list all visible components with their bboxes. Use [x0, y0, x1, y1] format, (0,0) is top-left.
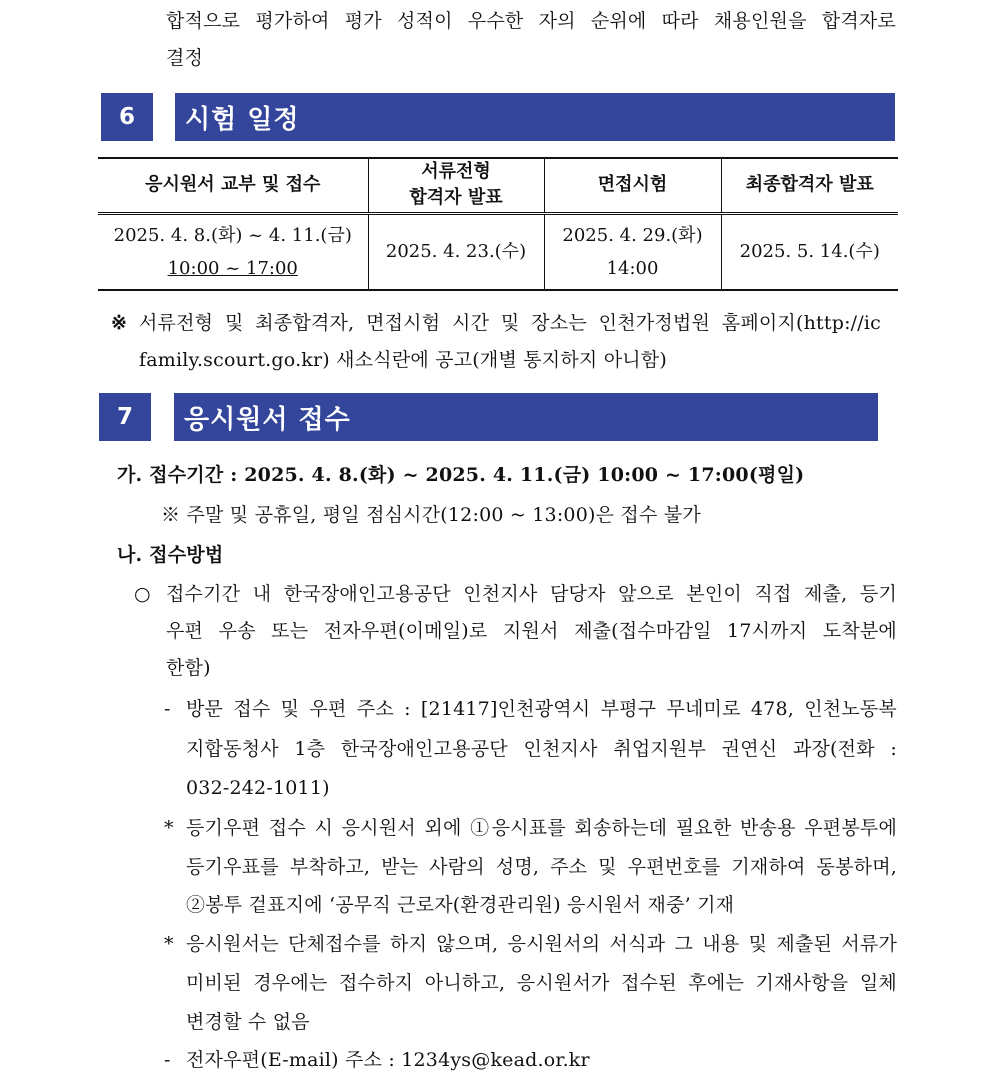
table-row: [98, 213, 898, 290]
email-line: 전자우편(E-mail) 주소 : 1234ys@kead.or.kr: [186, 1049, 590, 1071]
dash-mark: -: [164, 1049, 171, 1071]
star-mark: *: [164, 933, 174, 955]
mail-note-line: 등기우표를 부착하고, 받는 사람의 성명, 주소 및 우편번호를 기재하여 동봉하며,: [186, 856, 897, 878]
bullet-mark: ○: [134, 583, 151, 605]
intro-line: 합적으로 평가하여 평가 성적이 우수한 자의 순위에 따라 채용인원을 합격자로: [166, 10, 896, 32]
table-header-cell: 최종합격자 발표: [721, 158, 898, 213]
table-cell: 2025. 5. 14.(수): [721, 213, 898, 290]
table-cell: 2025. 4. 23.(수): [368, 213, 544, 290]
batch-note-line: 응시원서는 단체접수를 하지 않으며, 응시원서의 서식과 그 내용 및 제출된 서류가: [186, 933, 897, 955]
schedule-table: [98, 157, 898, 291]
table-cell: 2025. 4. 8.(화) ~ 4. 11.(금) 10:00 ~ 17:00: [98, 213, 368, 290]
section-title: 응시원서 접수: [174, 393, 878, 441]
batch-note-line: 미비된 경우에는 접수하지 아니하고, 응시원서가 접수된 후에는 기재사항을 일체: [186, 972, 897, 994]
table-header-row: [98, 158, 898, 213]
mail-note-line: 등기우편 접수 시 응시원서 외에 ①응시표를 회송하는데 필요한 반송용 우편봉투에: [186, 817, 897, 839]
note-line: family.scourt.go.kr) 새소식란에 공고(개별 통지하지 아니함): [139, 349, 667, 371]
section-number: 7: [99, 393, 151, 441]
bullet-line: 한함): [166, 657, 211, 679]
batch-note-line: 변경할 수 없음: [186, 1011, 310, 1033]
address-line: 032-242-1011): [186, 777, 330, 799]
period-heading: 가. 접수기간 : 2025. 4. 8.(화) ~ 2025. 4. 11.(금) 10:00 ~ 17:00(평일): [117, 464, 805, 486]
table-header-cell: 응시원서 교부 및 접수: [98, 158, 368, 213]
dash-mark: -: [164, 698, 171, 720]
bullet-line: 접수기간 내 한국장애인고용공단 인천지사 담당자 앞으로 본인이 직접 제출, 등기: [166, 583, 897, 605]
table-header-cell: 서류전형 합격자 발표: [368, 158, 544, 213]
table-cell: 2025. 4. 29.(화) 14:00: [544, 213, 721, 290]
mail-note-line: ②봉투 겉표지에 ‘공무직 근로자(환경관리원) 응시원서 재중’ 기재: [186, 894, 735, 916]
section-number: 6: [101, 93, 153, 141]
star-mark: *: [164, 817, 174, 839]
table-header-cell: 면접시험: [544, 158, 721, 213]
intro-line: 결정: [166, 47, 204, 69]
period-note: ※ 주말 및 공휴일, 평일 점심시간(12:00 ~ 13:00)은 접수 불가: [161, 504, 701, 526]
section-title: 시험 일정: [175, 93, 895, 141]
note-line: 서류전형 및 최종합격자, 면접시험 시간 및 장소는 인천가정법원 홈페이지(http://ic: [139, 312, 881, 334]
address-line: 지합동청사 1층 한국장애인고용공단 인천지사 취업지원부 권연신 과장(전화 :: [186, 738, 897, 760]
note-mark: ※: [111, 312, 128, 334]
method-heading: 나. 접수방법: [117, 544, 224, 566]
address-line: 방문 접수 및 우편 주소 : [21417]인천광역시 부평구 무네미로 478, 인천노동복: [186, 698, 897, 720]
bullet-line: 우편 우송 또는 전자우편(이메일)로 지원서 제출(접수마감일 17시까지 도착분에: [166, 620, 897, 642]
